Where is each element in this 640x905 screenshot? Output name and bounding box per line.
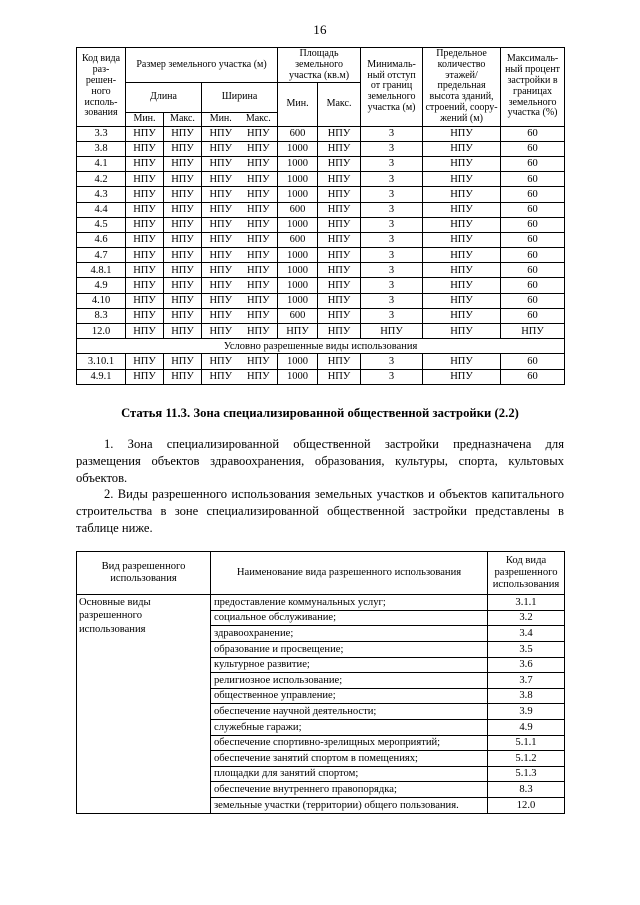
cell-width-max: НПУ	[240, 354, 278, 369]
cell-setback: 3	[361, 217, 423, 232]
cell-width-max: НПУ	[240, 187, 278, 202]
land-parameters-table-body	[77, 126, 565, 384]
header-code: Код вида раз-решен-ного исполь-зования	[77, 48, 126, 127]
cell-use-code: 5.1.1	[488, 735, 565, 751]
cell-area-min: 1000	[278, 248, 318, 263]
cell-floors: НПУ	[423, 187, 501, 202]
cell-coverage: 60	[501, 232, 565, 247]
header-width: Ширина	[202, 83, 278, 112]
header-length-max: Макс.	[164, 112, 202, 126]
cell-width-min: НПУ	[202, 248, 240, 263]
cell-setback: 3	[361, 187, 423, 202]
cell-use-code: 4.9	[488, 719, 565, 735]
cell-width-max: НПУ	[240, 293, 278, 308]
cell-length-max: НПУ	[164, 369, 202, 384]
cell-use-code: 5.1.3	[488, 766, 565, 782]
cell-use-name: земельные участки (территории) общего пользования.	[211, 797, 488, 813]
cell-width-min: НПУ	[202, 324, 240, 339]
table-row	[77, 308, 565, 323]
cell-width-min: НПУ	[202, 187, 240, 202]
cell-floors: НПУ	[423, 354, 501, 369]
cell-area-min: 1000	[278, 141, 318, 156]
cell-width-max: НПУ	[240, 217, 278, 232]
cell-length-max: НПУ	[164, 141, 202, 156]
cell-coverage: 60	[501, 293, 565, 308]
cell-length-min: НПУ	[126, 248, 164, 263]
cell-use-code: 3.6	[488, 657, 565, 673]
cell-code: 4.8.1	[77, 263, 126, 278]
cell-width-max: НПУ	[240, 232, 278, 247]
cell-setback: 3	[361, 248, 423, 263]
table-row	[77, 202, 565, 217]
cell-length-max: НПУ	[164, 324, 202, 339]
header-length-min: Мин.	[126, 112, 164, 126]
cell-use-name: обеспечение спортивно-зрелищных мероприятий;	[211, 735, 488, 751]
cell-coverage: 60	[501, 248, 565, 263]
cell-width-max: НПУ	[240, 202, 278, 217]
cell-use-code: 3.8	[488, 688, 565, 704]
cell-floors: НПУ	[423, 217, 501, 232]
cell-length-max: НПУ	[164, 293, 202, 308]
cell-code: 4.3	[77, 187, 126, 202]
cell-width-max: НПУ	[240, 369, 278, 384]
header-code: Код вида разрешенного использования	[488, 552, 565, 595]
header-size-group: Размер земельного участка (м)	[126, 48, 278, 83]
cell-width-min: НПУ	[202, 232, 240, 247]
cell-width-min: НПУ	[202, 278, 240, 293]
cell-area-max: НПУ	[318, 248, 361, 263]
cell-coverage: 60	[501, 126, 565, 141]
cell-area-min: 1000	[278, 278, 318, 293]
cell-code: 4.9.1	[77, 369, 126, 384]
cell-area-min: 1000	[278, 293, 318, 308]
table-row	[77, 187, 565, 202]
cell-length-min: НПУ	[126, 278, 164, 293]
cell-use-name: здравоохранение;	[211, 626, 488, 642]
cell-length-min: НПУ	[126, 217, 164, 232]
cell-area-max: НПУ	[318, 202, 361, 217]
cell-width-min: НПУ	[202, 308, 240, 323]
cell-use-name: общественное управление;	[211, 688, 488, 704]
table-row	[77, 217, 565, 232]
cell-use-code: 3.9	[488, 704, 565, 720]
cell-code: 4.6	[77, 232, 126, 247]
article-heading: Статья 11.3. Зона специализированной общественной застройки (2.2)	[121, 405, 519, 420]
cell-area-min: 1000	[278, 187, 318, 202]
cell-setback: 3	[361, 293, 423, 308]
cell-floors: НПУ	[423, 278, 501, 293]
cell-area-max: НПУ	[318, 324, 361, 339]
cell-area-max: НПУ	[318, 126, 361, 141]
cell-floors: НПУ	[423, 156, 501, 171]
cell-area-max: НПУ	[318, 232, 361, 247]
cell-floors: НПУ	[423, 172, 501, 187]
cell-use-name: обеспечение занятий спортом в помещениях;	[211, 751, 488, 767]
cell-width-max: НПУ	[240, 278, 278, 293]
cell-floors: НПУ	[423, 141, 501, 156]
article-paragraph-1: 1. Зона специализированной общественной застройки предназначена для размещения объектов здравоохранения, образования, культуры, спорта, культовых объектов.	[76, 436, 564, 485]
cell-area-max: НПУ	[318, 293, 361, 308]
cell-setback: 3	[361, 278, 423, 293]
cell-use-name: культурное развитие;	[211, 657, 488, 673]
cell-width-max: НПУ	[240, 324, 278, 339]
table-row	[77, 232, 565, 247]
cell-coverage: 60	[501, 263, 565, 278]
header-length: Длина	[126, 83, 202, 112]
cell-length-min: НПУ	[126, 324, 164, 339]
cell-width-max: НПУ	[240, 248, 278, 263]
header-row-1	[77, 48, 565, 83]
cell-width-min: НПУ	[202, 263, 240, 278]
cell-setback: 3	[361, 156, 423, 171]
cell-area-min: 1000	[278, 354, 318, 369]
cell-use-name: площадки для занятий спортом;	[211, 766, 488, 782]
header-coverage: Максималь-ный процент застройки в границах земельного участка (%)	[501, 48, 565, 127]
cell-length-min: НПУ	[126, 172, 164, 187]
cell-width-min: НПУ	[202, 126, 240, 141]
header-width-max: Макс.	[240, 112, 278, 126]
cell-area-min: 1000	[278, 156, 318, 171]
permitted-use-table	[76, 551, 565, 814]
cell-floors: НПУ	[423, 324, 501, 339]
cell-use-name: служебные гаражи;	[211, 719, 488, 735]
cell-area-min: 600	[278, 232, 318, 247]
cell-coverage: 60	[501, 278, 565, 293]
cell-coverage: НПУ	[501, 324, 565, 339]
cell-width-min: НПУ	[202, 217, 240, 232]
cell-code: 3.8	[77, 141, 126, 156]
cell-code: 4.5	[77, 217, 126, 232]
cell-area-min: НПУ	[278, 324, 318, 339]
cell-length-min: НПУ	[126, 202, 164, 217]
cell-floors: НПУ	[423, 263, 501, 278]
cell-floors: НПУ	[423, 202, 501, 217]
cell-code: 3.10.1	[77, 354, 126, 369]
cell-length-max: НПУ	[164, 156, 202, 171]
cell-floors: НПУ	[423, 293, 501, 308]
cell-area-min: 600	[278, 202, 318, 217]
header-floors: Предельное количество этажей/ предельная высота зданий, строений, соору-жений (м)	[423, 48, 501, 127]
cell-setback: 3	[361, 308, 423, 323]
cell-use-code: 8.3	[488, 782, 565, 798]
cell-length-min: НПУ	[126, 187, 164, 202]
cell-use-code: 3.4	[488, 626, 565, 642]
cell-setback: 3	[361, 369, 423, 384]
cell-use-code: 3.5	[488, 641, 565, 657]
cell-length-min: НПУ	[126, 293, 164, 308]
table-row	[77, 126, 565, 141]
cell-setback: 3	[361, 354, 423, 369]
cell-coverage: 60	[501, 217, 565, 232]
cell-code: 8.3	[77, 308, 126, 323]
cell-code: 4.10	[77, 293, 126, 308]
cell-length-max: НПУ	[164, 187, 202, 202]
cell-length-min: НПУ	[126, 369, 164, 384]
table-row	[77, 263, 565, 278]
cell-use-name: обеспечение внутреннего правопорядка;	[211, 782, 488, 798]
cell-length-max: НПУ	[164, 202, 202, 217]
header-width-min: Мин.	[202, 112, 240, 126]
cell-code: 4.7	[77, 248, 126, 263]
cell-floors: НПУ	[423, 369, 501, 384]
cell-use-code: 12.0	[488, 797, 565, 813]
cell-area-max: НПУ	[318, 263, 361, 278]
cell-setback: 3	[361, 141, 423, 156]
cell-code: 3.3	[77, 126, 126, 141]
cell-length-min: НПУ	[126, 308, 164, 323]
cell-area-min: 600	[278, 126, 318, 141]
cell-length-max: НПУ	[164, 308, 202, 323]
cell-coverage: 60	[501, 354, 565, 369]
cell-setback: НПУ	[361, 324, 423, 339]
conditional-use-header-row	[77, 339, 565, 354]
cell-area-max: НПУ	[318, 354, 361, 369]
cell-floors: НПУ	[423, 248, 501, 263]
cell-coverage: 60	[501, 141, 565, 156]
cell-width-max: НПУ	[240, 126, 278, 141]
cell-use-name: образование и просвещение;	[211, 641, 488, 657]
cell-length-max: НПУ	[164, 126, 202, 141]
cell-width-min: НПУ	[202, 354, 240, 369]
cell-use-kind: Основные виды разрешенного использования	[77, 595, 211, 813]
cell-code: 4.9	[77, 278, 126, 293]
table-row	[77, 595, 565, 611]
header-row	[77, 552, 565, 595]
cell-use-code: 3.1.1	[488, 595, 565, 611]
cell-use-name: обеспечение научной деятельности;	[211, 704, 488, 720]
table-row	[77, 156, 565, 171]
cell-length-min: НПУ	[126, 141, 164, 156]
cell-length-min: НПУ	[126, 263, 164, 278]
cell-use-name: социальное обслуживание;	[211, 610, 488, 626]
cell-area-max: НПУ	[318, 156, 361, 171]
cell-length-max: НПУ	[164, 263, 202, 278]
table-row	[77, 324, 565, 339]
cell-area-max: НПУ	[318, 369, 361, 384]
cell-length-max: НПУ	[164, 354, 202, 369]
cell-width-min: НПУ	[202, 202, 240, 217]
cell-use-code: 3.7	[488, 673, 565, 689]
cell-coverage: 60	[501, 187, 565, 202]
table-row	[77, 278, 565, 293]
cell-width-min: НПУ	[202, 141, 240, 156]
page-number: 16	[313, 22, 327, 37]
cell-setback: 3	[361, 126, 423, 141]
cell-width-max: НПУ	[240, 156, 278, 171]
cell-coverage: 60	[501, 156, 565, 171]
cell-setback: 3	[361, 232, 423, 247]
cell-area-max: НПУ	[318, 278, 361, 293]
cell-area-max: НПУ	[318, 172, 361, 187]
cell-length-max: НПУ	[164, 232, 202, 247]
cell-width-max: НПУ	[240, 172, 278, 187]
cell-setback: 3	[361, 172, 423, 187]
cell-length-min: НПУ	[126, 232, 164, 247]
cell-width-min: НПУ	[202, 156, 240, 171]
cell-floors: НПУ	[423, 126, 501, 141]
table-row	[77, 293, 565, 308]
cell-length-min: НПУ	[126, 156, 164, 171]
cell-floors: НПУ	[423, 308, 501, 323]
cell-code: 4.4	[77, 202, 126, 217]
cell-area-min: 1000	[278, 217, 318, 232]
table-row	[77, 141, 565, 156]
cell-length-min: НПУ	[126, 126, 164, 141]
table-row	[77, 248, 565, 263]
cell-length-max: НПУ	[164, 278, 202, 293]
table-row-conditional	[77, 369, 565, 384]
table-row-conditional	[77, 354, 565, 369]
cell-use-code: 3.2	[488, 610, 565, 626]
cell-coverage: 60	[501, 202, 565, 217]
header-area-max: Макс.	[318, 83, 361, 126]
cell-width-max: НПУ	[240, 308, 278, 323]
cell-use-code: 5.1.2	[488, 751, 565, 767]
header-kind: Вид разрешенного использования	[77, 552, 211, 595]
cell-length-min: НПУ	[126, 354, 164, 369]
cell-width-max: НПУ	[240, 141, 278, 156]
permitted-use-table-head	[77, 552, 565, 595]
cell-width-max: НПУ	[240, 263, 278, 278]
cell-area-max: НПУ	[318, 141, 361, 156]
header-setback: Минималь-ный отступ от границ земельного участка (м)	[361, 48, 423, 127]
cell-length-max: НПУ	[164, 248, 202, 263]
cell-area-min: 1000	[278, 172, 318, 187]
cell-coverage: 60	[501, 172, 565, 187]
cell-code: 12.0	[77, 324, 126, 339]
cell-coverage: 60	[501, 369, 565, 384]
header-area-group: Площадь земельного участка (кв.м)	[278, 48, 361, 83]
cell-area-min: 600	[278, 308, 318, 323]
cell-code: 4.1	[77, 156, 126, 171]
land-parameters-table-head	[77, 48, 565, 127]
cell-width-min: НПУ	[202, 369, 240, 384]
article-paragraph-2: 2. Виды разрешенного использования земельных участков и объектов капитального строительства в зоне специализированной общественной застройки представлены в таблице ниже.	[76, 487, 564, 536]
permitted-use-table-body	[77, 595, 565, 813]
table-row	[77, 172, 565, 187]
header-area-min: Мин.	[278, 83, 318, 126]
cell-length-max: НПУ	[164, 217, 202, 232]
land-parameters-table	[76, 47, 565, 385]
cell-width-min: НПУ	[202, 172, 240, 187]
cell-area-max: НПУ	[318, 308, 361, 323]
cell-area-min: 1000	[278, 369, 318, 384]
cell-coverage: 60	[501, 308, 565, 323]
conditional-use-label: Условно разрешенные виды использования	[77, 339, 565, 354]
header-name: Наименование вида разрешенного использования	[211, 552, 488, 595]
cell-setback: 3	[361, 202, 423, 217]
cell-code: 4.2	[77, 172, 126, 187]
cell-area-max: НПУ	[318, 187, 361, 202]
cell-area-max: НПУ	[318, 217, 361, 232]
cell-setback: 3	[361, 263, 423, 278]
cell-width-min: НПУ	[202, 293, 240, 308]
cell-floors: НПУ	[423, 232, 501, 247]
cell-area-min: 1000	[278, 263, 318, 278]
cell-use-name: предоставление коммунальных услуг;	[211, 595, 488, 611]
cell-length-max: НПУ	[164, 172, 202, 187]
cell-use-name: религиозное использование;	[211, 673, 488, 689]
